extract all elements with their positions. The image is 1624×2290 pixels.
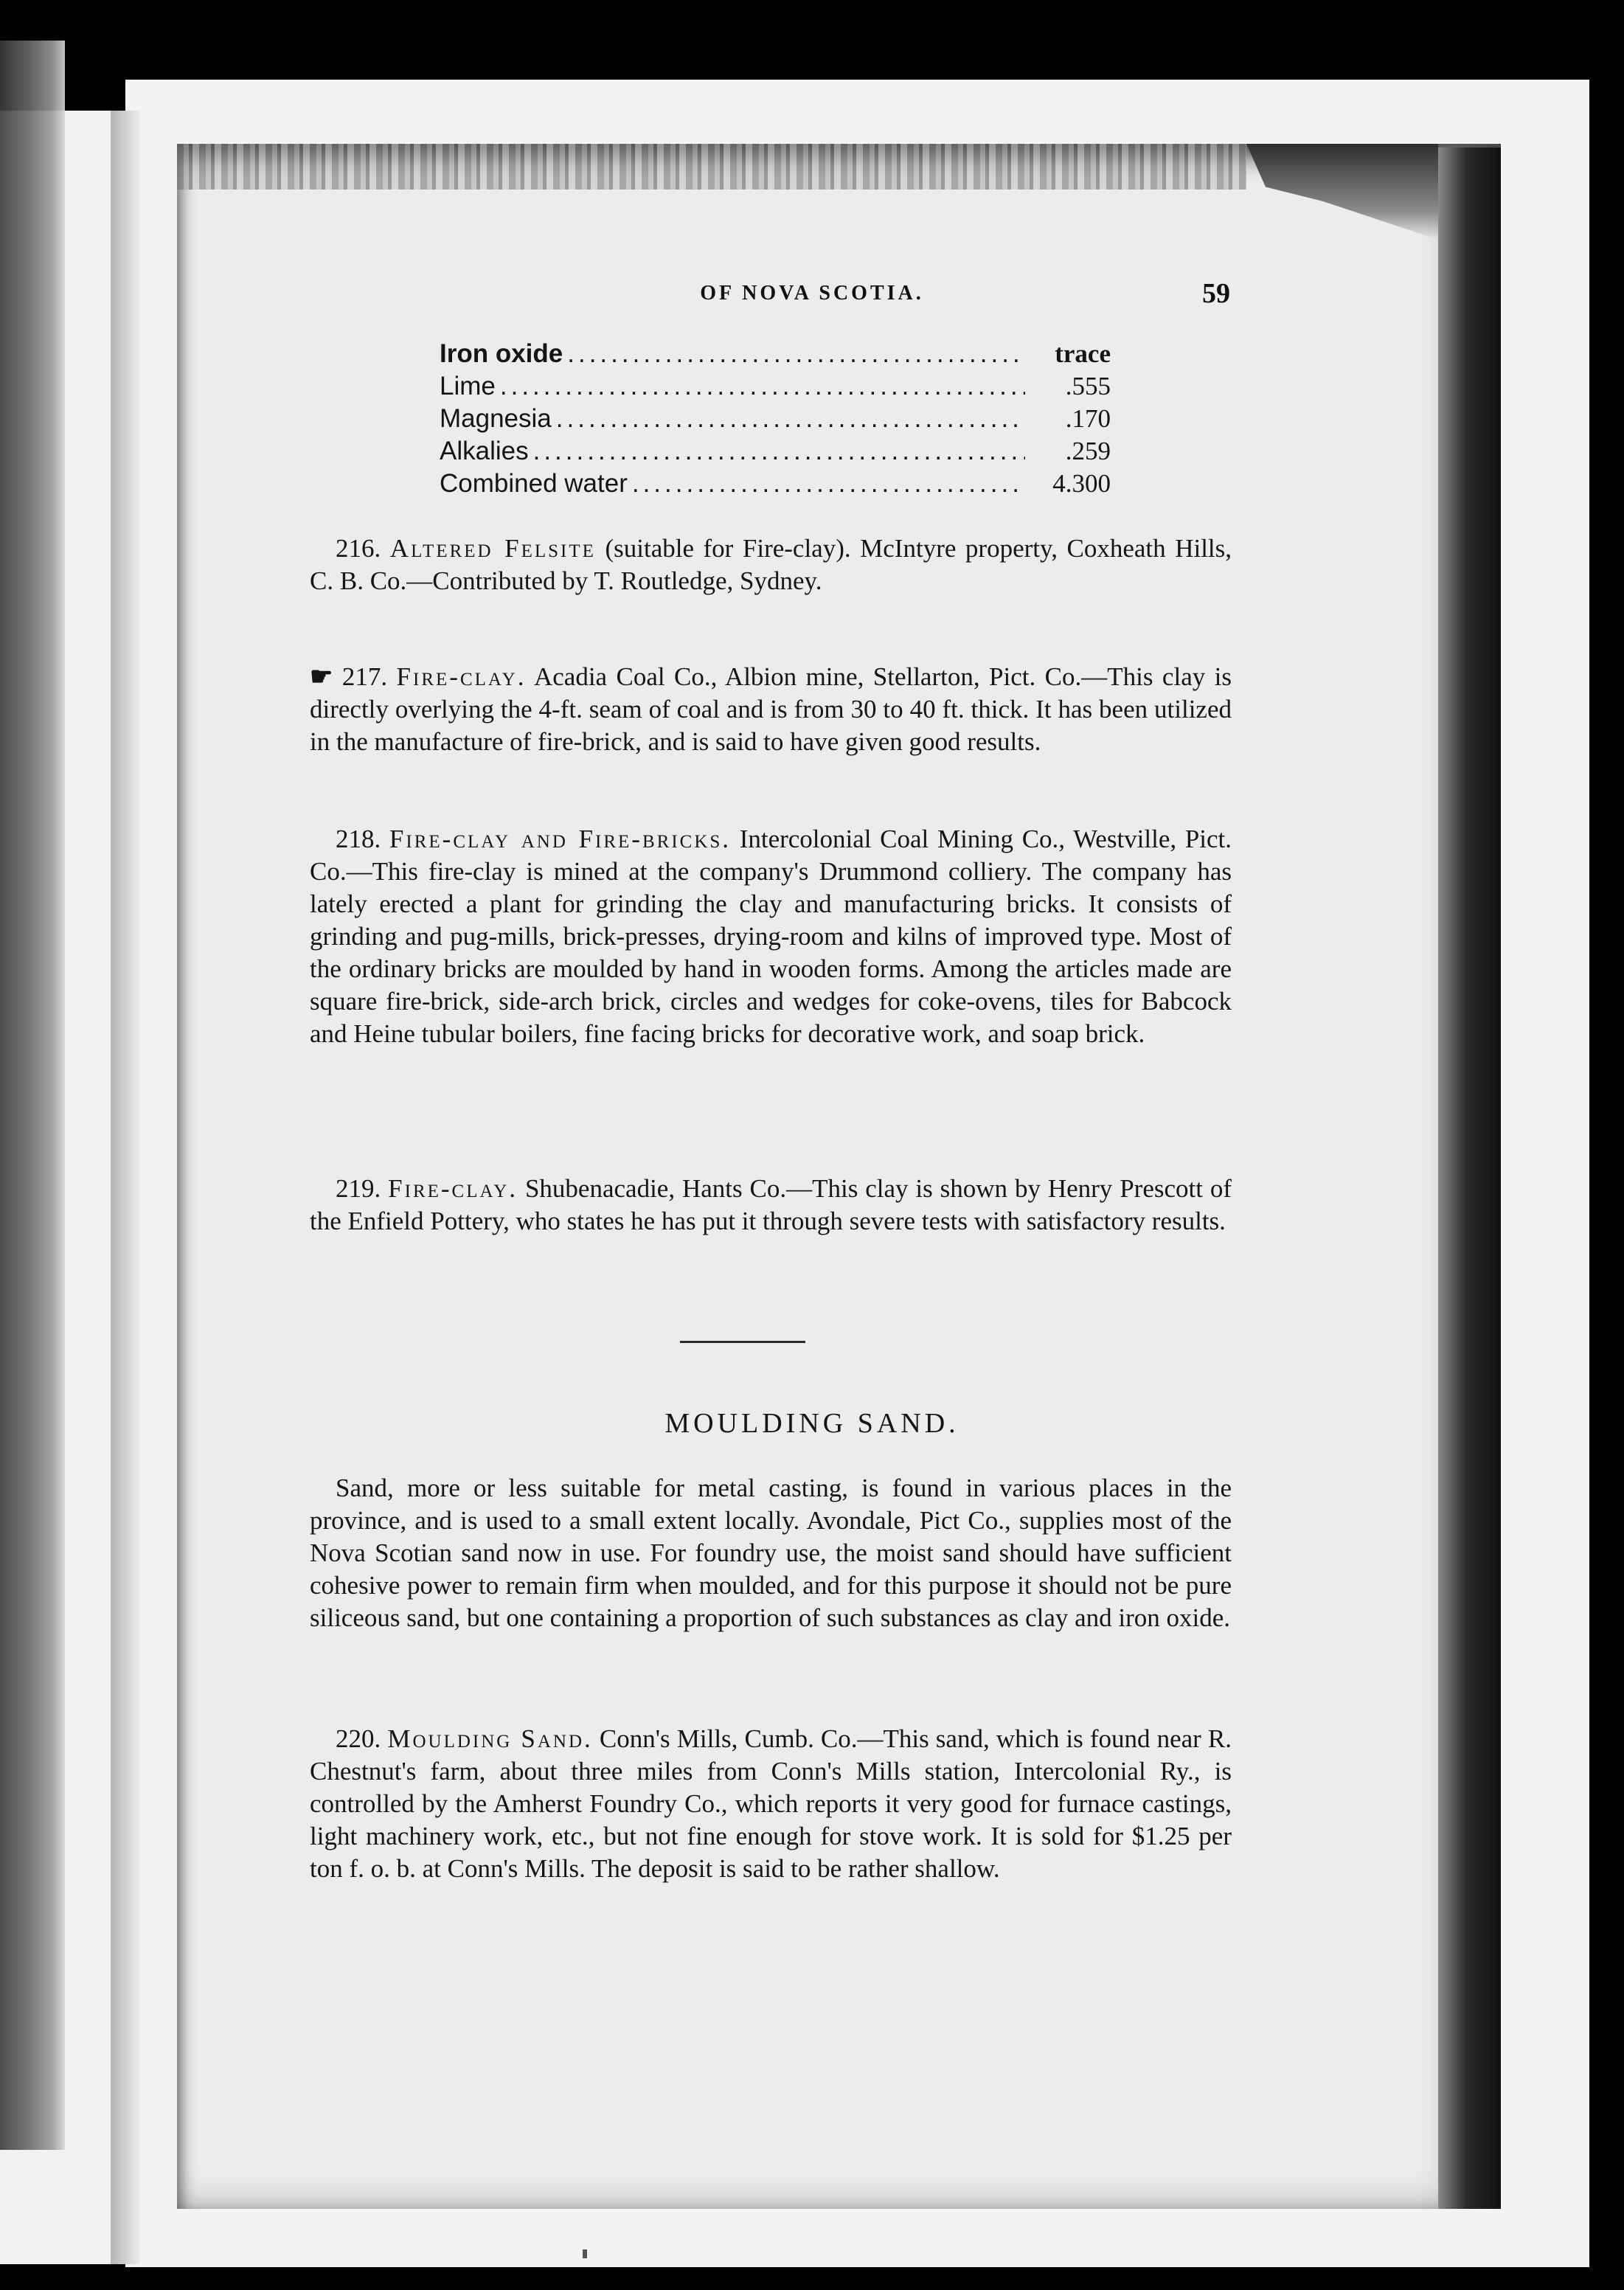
left-page-scan-shadow <box>0 41 65 2150</box>
entry-218 <box>310 823 1232 1050</box>
analysis-row-iron-oxide <box>440 339 1111 372</box>
entry-title: Altered Felsite <box>389 534 596 563</box>
analysis-value: .170 <box>1065 404 1111 433</box>
entry-217 <box>310 661 1232 758</box>
entry-title: Fire-clay. <box>388 1174 518 1203</box>
leader-dots <box>556 404 1025 434</box>
page-number: 59 <box>1202 278 1230 309</box>
entry-body: Conn's Mills, Cumb. Co.—This sand, which is found near R. Chestnut's farm, about three miles from Conn's Mills station, Intercolonial Ry., is controlled by the Amherst Foundry Co., which reports it very good for furnace castings, light machinery work, etc., but not fine enough for stove work. It is sold for $1.25 per ton f. o. b. at Conn's Mills. The deposit is said to be rather shallow. <box>310 1724 1232 1883</box>
leader-dots <box>632 469 1025 499</box>
entry-220 <box>310 1723 1232 1885</box>
plate-right-edge-shadow <box>1438 148 1501 2209</box>
running-head: OF NOVA SCOTIA. <box>700 282 924 305</box>
analysis-label: Magnesia <box>440 404 552 433</box>
plate-top-noise <box>177 144 1246 190</box>
section-intro <box>310 1472 1232 1634</box>
analysis-label: Iron oxide <box>440 339 563 368</box>
section-heading: MOULDING SAND. <box>664 1408 960 1439</box>
analysis-row-magnesia <box>440 404 1111 437</box>
entry-body: Acadia Coal Co., Albion mine, Stellarton, Pict. Co.—This clay is directly overlying the 4-ft. seam of coal and is from 30 to 40 ft. thick. It has been utilized in the manufacture of fire-brick, and is said to have given good results. <box>310 662 1232 756</box>
entry-number: 216. <box>336 534 381 563</box>
analysis-row-lime <box>440 372 1111 404</box>
analysis-label: Alkalies <box>440 437 529 465</box>
leader-dots <box>567 339 1025 369</box>
entry-title: Fire-clay. <box>396 662 527 691</box>
entry-title: Fire-clay and Fire-bricks. <box>389 825 732 853</box>
analysis-label: Lime <box>440 372 496 400</box>
entry-number: 217. <box>341 662 388 691</box>
entry-body: Intercolonial Coal Mining Co., Westville, Pict. Co.—This fire-clay is mined at the company's Drummond colliery. The company has lately erected a plant for grinding the clay and manufacturing bricks. It consists of grinding and pug-mills, brick-presses, drying-room and kilns of improved type. Most of the ordinary bricks are moulded by hand in wooden forms. Among the articles made are square fire-brick, side-arch brick, circles and wedges for coke-ovens, tiles for Babcock and Heine tubular boilers, fine facing bricks for decorative work, and soap brick. <box>310 825 1232 1048</box>
analysis-row-alkalies <box>440 437 1111 469</box>
analysis-label: Combined water <box>440 469 628 498</box>
entry-title: Moulding Sand. <box>387 1724 593 1753</box>
gutter-shadow <box>111 111 140 2264</box>
pointing-hand-icon: ☛ <box>310 662 333 691</box>
entry-number: 220. <box>336 1724 381 1753</box>
scan-speck <box>583 2249 587 2258</box>
analysis-row-combined-water <box>440 469 1111 502</box>
entry-number: 219. <box>336 1174 381 1203</box>
leader-dots <box>533 437 1025 466</box>
analysis-value: trace <box>1055 339 1111 368</box>
leader-dots <box>500 372 1025 401</box>
section-intro-text: Sand, more or less suitable for metal casting, is found in various places in the province, and is used to a small extent locally. Avondale, Pict Co., supplies most of the Nova Scotian sand now in use. For foundry use, the moist sand should have sufficient cohesive power to remain firm when moulded, and for this purpose it should not be pure siliceous sand, but one containing a proportion of such substances as clay and iron oxide. <box>310 1474 1232 1632</box>
entry-219 <box>310 1173 1232 1238</box>
entry-body: (suitable for Fire-clay). McIntyre property, Coxheath Hills, C. B. Co.—Contributed by T. Routledge, Sydney. <box>310 534 1232 595</box>
section-divider <box>680 1341 805 1343</box>
entry-216 <box>310 532 1232 597</box>
analysis-value: .259 <box>1065 437 1111 465</box>
analysis-table <box>440 339 1111 502</box>
entry-body: Shubenacadie, Hants Co.—This clay is shown by Henry Prescott of the Enfield Pottery, who states he has put it through severe tests with satisfactory results. <box>310 1174 1232 1235</box>
analysis-value: .555 <box>1065 372 1111 400</box>
analysis-value: 4.300 <box>1052 469 1111 498</box>
entry-number: 218. <box>336 825 381 853</box>
